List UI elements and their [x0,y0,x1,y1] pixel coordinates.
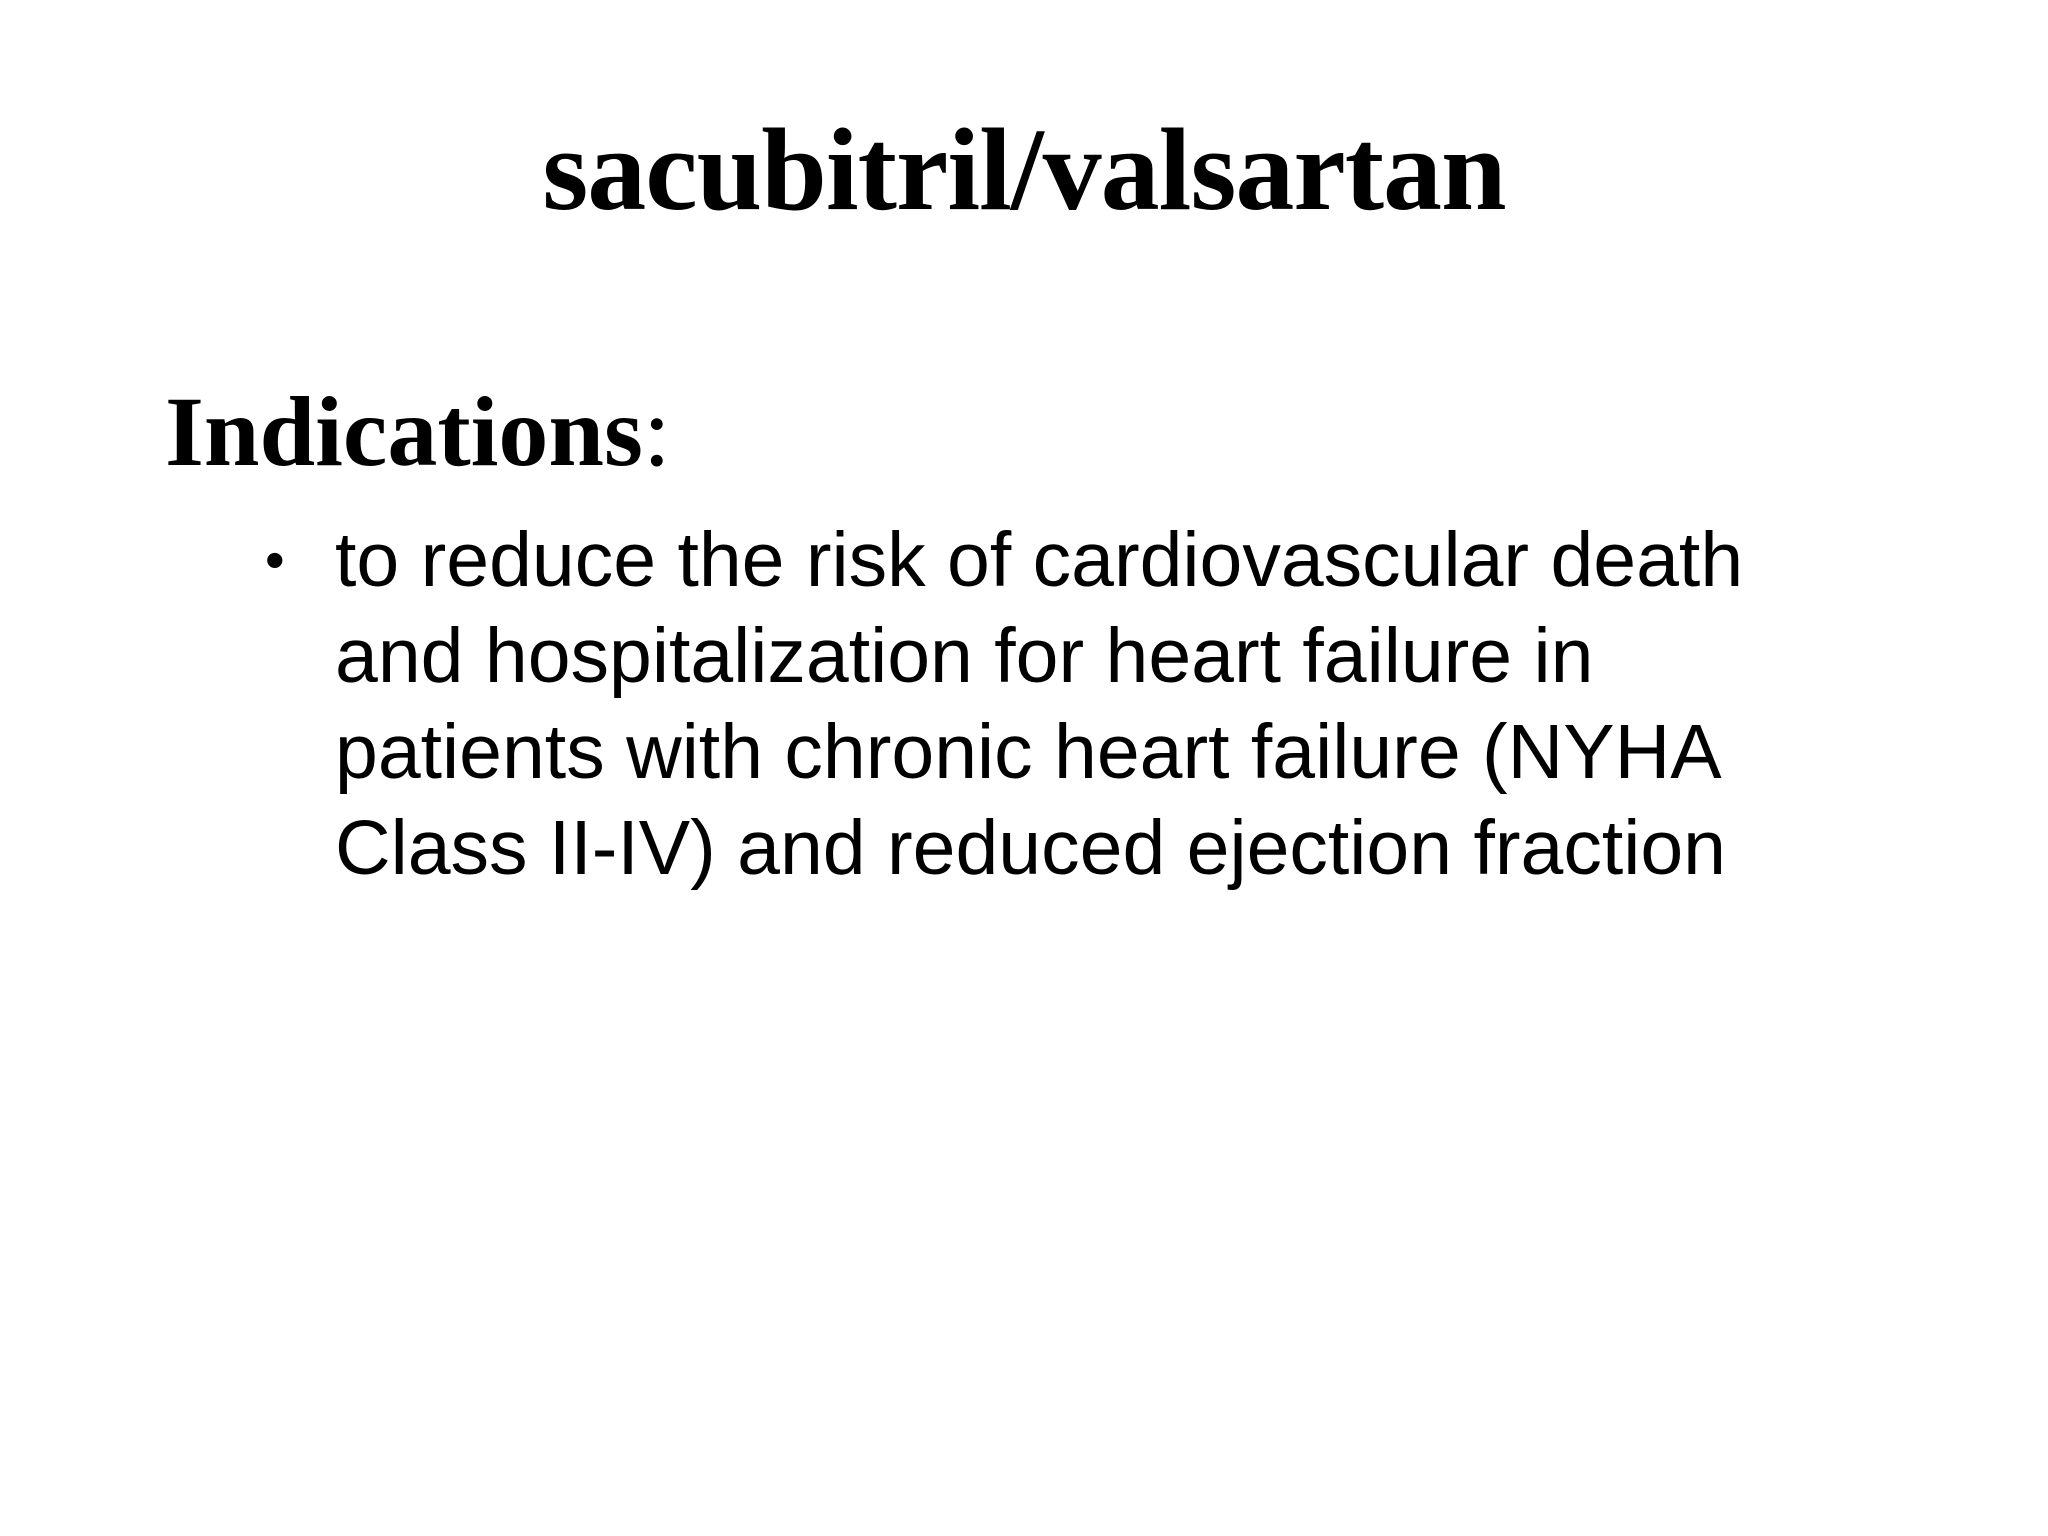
indication-text: to reduce the risk of cardiovascular death and hospitalization for heart failure in patients with chronic heart failure (NYHA Class II-IV) and reduced ejection fraction [335,517,1744,891]
indications-heading [165,372,671,492]
indications-heading-colon: : [642,376,671,487]
bullet-icon: • [265,528,285,591]
indications-list [265,512,1825,896]
slide-title: sacubitril/valsartan [542,104,1506,235]
list-item [265,512,1825,896]
indications-heading-text: Indications [165,376,643,487]
